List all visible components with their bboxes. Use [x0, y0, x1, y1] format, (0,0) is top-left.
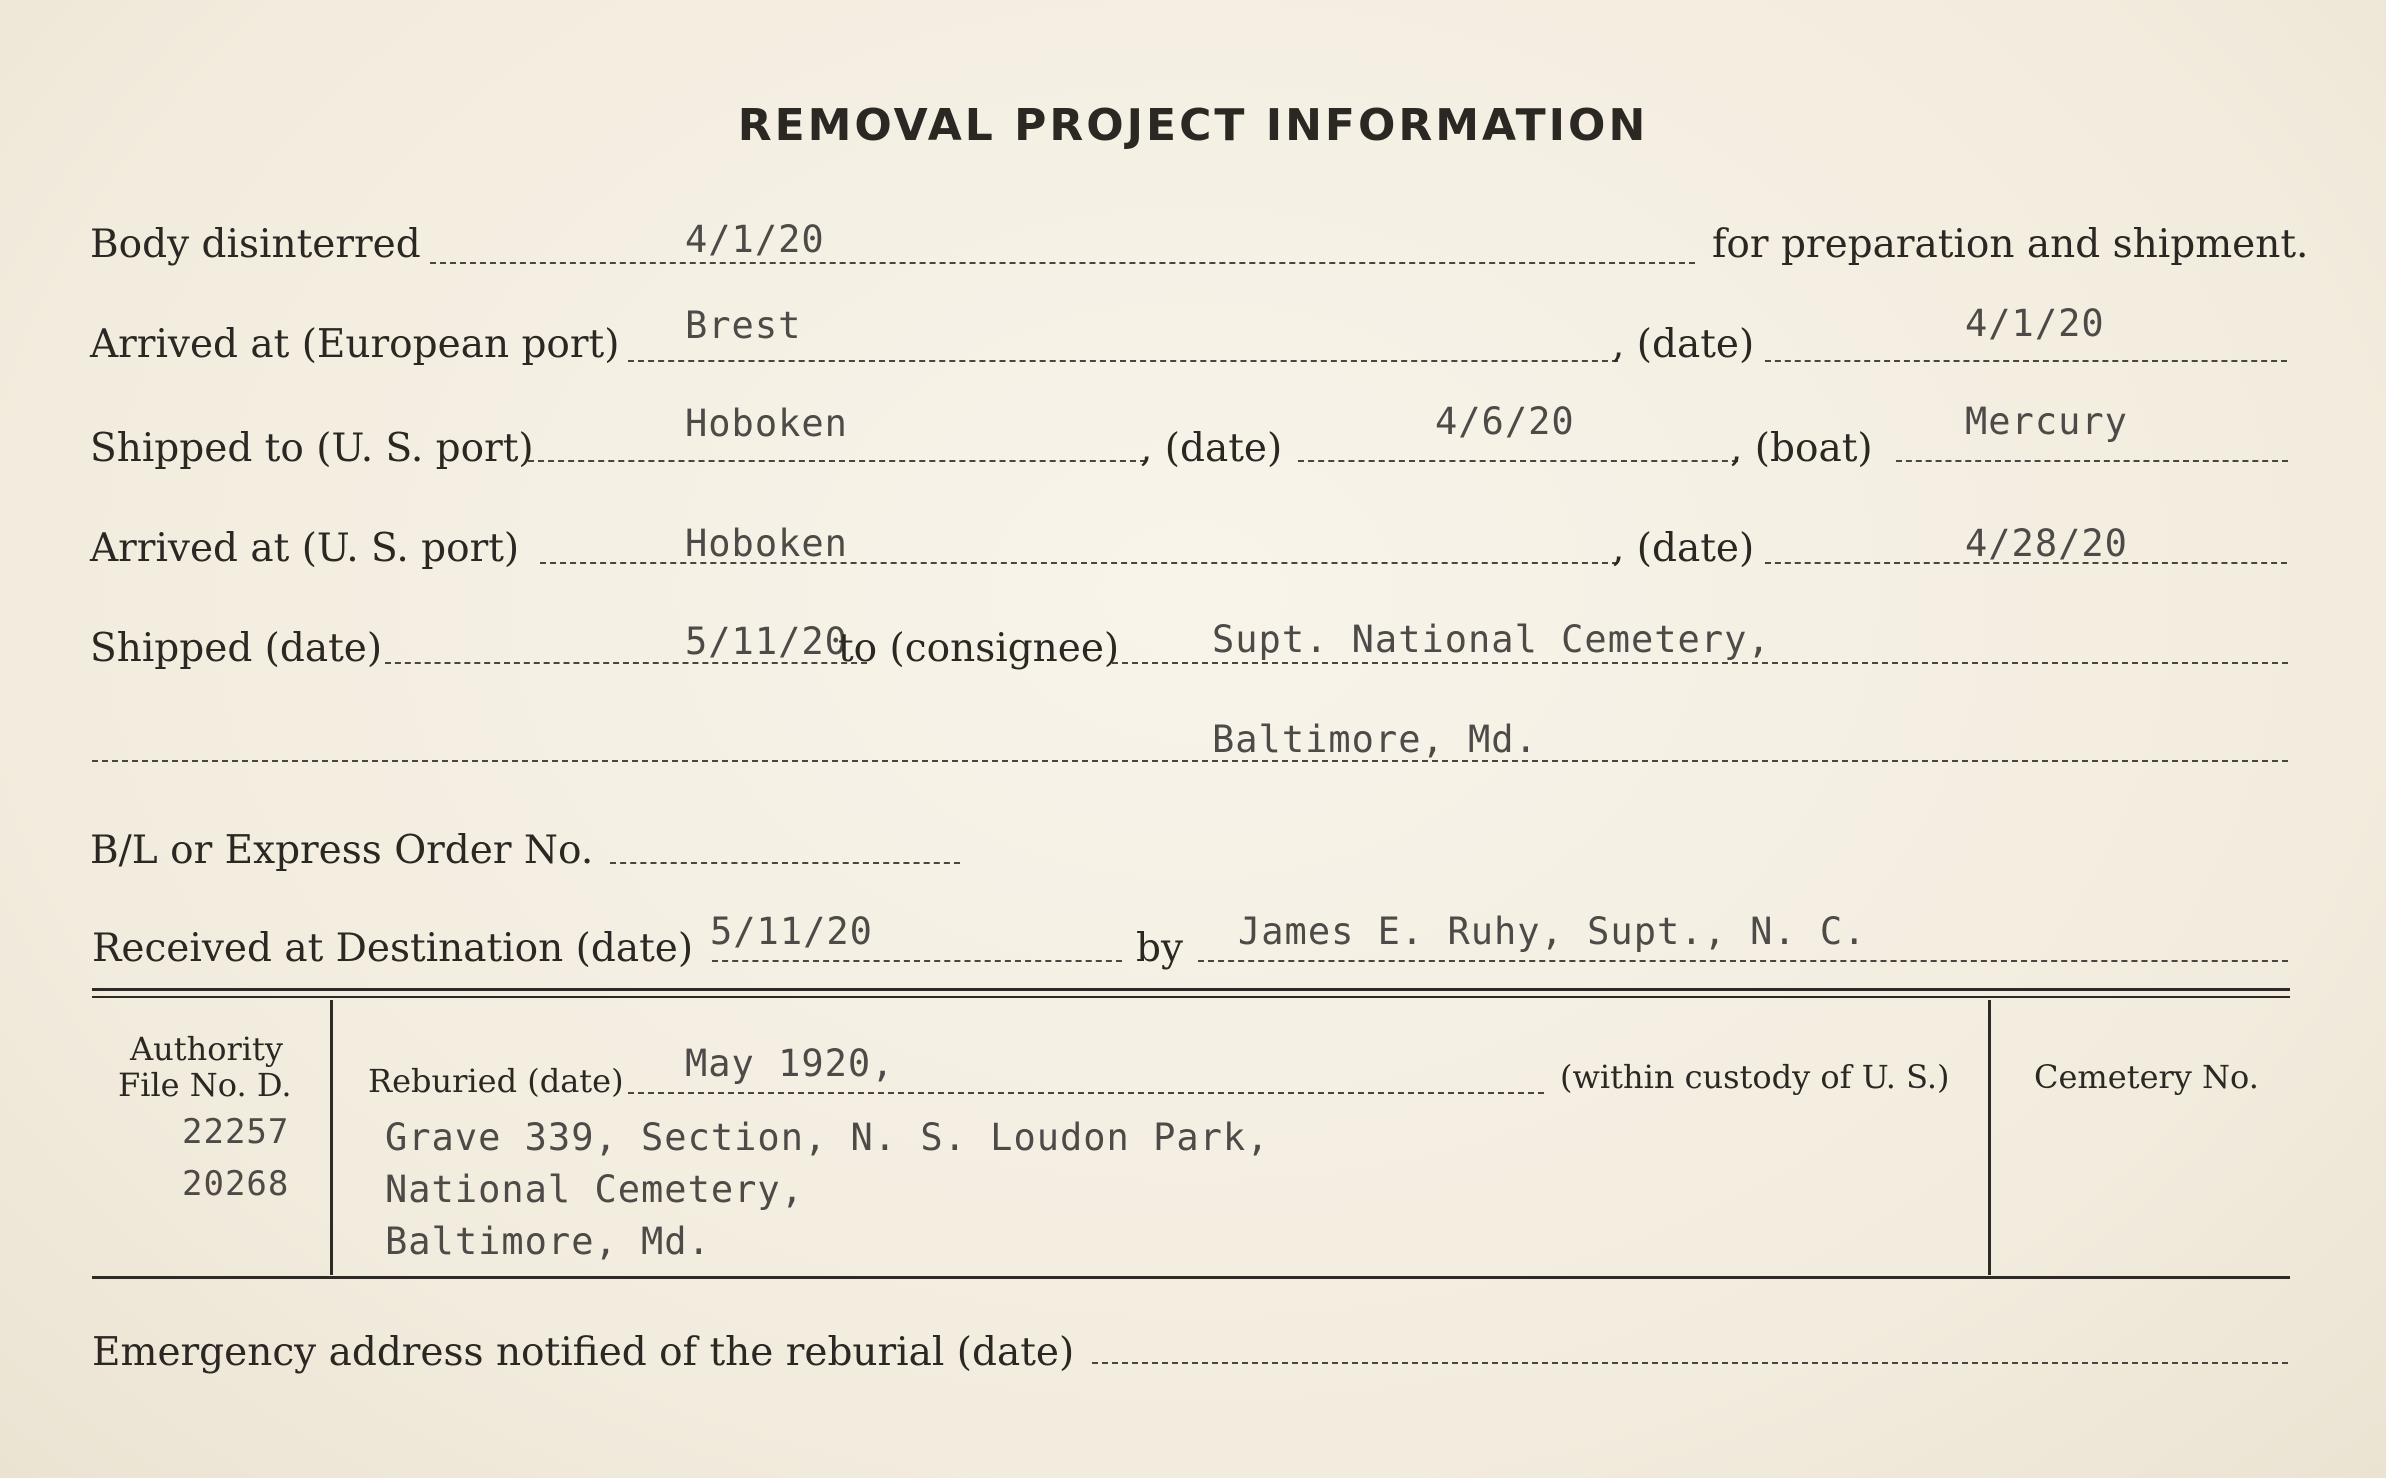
consignee-value: Supt. National Cemetery, [1212, 618, 1771, 661]
custody-label: (within custody of U. S.) [1560, 1058, 1950, 1096]
arrived-us-label: Arrived at (U. S. port) [90, 526, 520, 571]
bl-order-line [610, 862, 960, 864]
shipped-date-label: Shipped (date) [90, 626, 383, 671]
reburied-label: Reburied (date) [368, 1062, 624, 1100]
consignee-line-2 [92, 760, 2288, 762]
shipped-us-date-line [1298, 460, 1738, 462]
shipped-us-boat: Mercury [1965, 400, 2128, 443]
shipped-us-date: 4/6/20 [1435, 400, 1575, 443]
arrived-european-date: 4/1/20 [1965, 302, 2105, 345]
card-title: REMOVAL PROJECT INFORMATION [737, 100, 1649, 151]
arrived-european-date-label: , (date) [1612, 322, 1755, 367]
received-by-value: James E. Ruhy, Supt., N. C. [1238, 910, 1867, 953]
consignee-value-2: Baltimore, Md. [1212, 718, 1538, 761]
reburied-date: May 1920, [685, 1042, 895, 1085]
shipped-us-boat-line [1896, 460, 2288, 462]
emergency-label: Emergency address notified of the reburial (date) [92, 1330, 1075, 1375]
shipped-us-line [528, 460, 1146, 462]
bl-order-label: B/L or Express Order No. [90, 828, 594, 873]
authority-number-1: 22257 [182, 1112, 290, 1152]
received-label: Received at Destination (date) [92, 926, 694, 971]
file-no-label: File No. D. [118, 1066, 292, 1104]
arrived-us-value: Hoboken [685, 522, 848, 565]
received-by-label: by [1136, 926, 1183, 971]
emergency-line [1092, 1362, 2288, 1364]
shipped-us-date-label: , (date) [1140, 426, 1283, 471]
received-value: 5/11/20 [710, 910, 873, 953]
section-rule-bottom [92, 1276, 2290, 1279]
arrived-us-date: 4/28/20 [1965, 522, 2128, 565]
authority-number-2: 20268 [182, 1164, 290, 1204]
body-disinterred-suffix: for preparation and shipment. [1712, 222, 2309, 267]
authority-label: Authority [130, 1030, 283, 1068]
authority-divider [330, 1000, 333, 1275]
section-rule-top-2 [92, 996, 2290, 998]
shipped-date-value: 5/11/20 [685, 620, 848, 663]
arrived-us-date-label: , (date) [1612, 526, 1755, 571]
shipped-us-label: Shipped to (U. S. port) [90, 426, 534, 471]
received-line [712, 960, 1122, 962]
cemetery-divider [1988, 1000, 1991, 1275]
received-by-line [1198, 960, 2288, 962]
body-disinterred-line [430, 262, 1695, 264]
consignee-label: to (consignee) [838, 626, 1120, 671]
reburied-line [628, 1092, 1544, 1094]
reburial-line-3: Baltimore, Md. [385, 1220, 711, 1263]
arrived-european-label: Arrived at (European port) [90, 322, 620, 367]
arrived-european-value: Brest [685, 304, 802, 347]
shipped-us-boat-label: , (boat) [1730, 426, 1873, 471]
arrived-european-date-line [1765, 360, 2287, 362]
arrived-european-line [628, 360, 1618, 362]
consignee-line [1112, 662, 2288, 664]
body-disinterred-label: Body disinterred [90, 222, 421, 267]
section-rule-top [92, 988, 2290, 991]
body-disinterred-value: 4/1/20 [685, 218, 825, 261]
reburial-line-1: Grave 339, Section, N. S. Loudon Park, [385, 1116, 1270, 1159]
reburial-line-2: National Cemetery, [385, 1168, 804, 1211]
shipped-us-value: Hoboken [685, 402, 848, 445]
cemetery-no-label: Cemetery No. [2034, 1058, 2259, 1096]
